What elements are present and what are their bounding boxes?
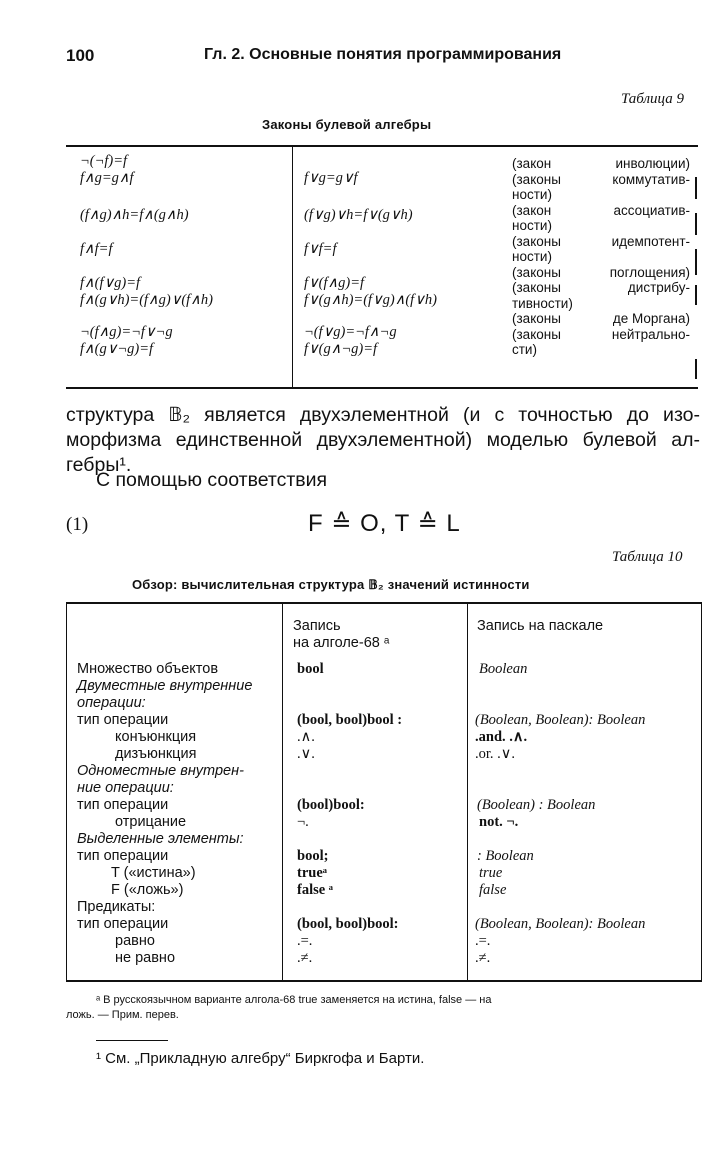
law-note-line: ности) bbox=[512, 187, 552, 202]
word: булевой bbox=[582, 429, 657, 451]
law-formula: (f∧g)∧h=f∧(g∧h) bbox=[80, 207, 189, 223]
note-word: (законы bbox=[512, 264, 561, 280]
law-formula: f∨f=f bbox=[304, 241, 337, 257]
table9 bbox=[66, 145, 698, 389]
row-label: дизъюнкция bbox=[115, 746, 197, 762]
algol-value: false ᵃ bbox=[297, 882, 334, 898]
footnote-a-line1: ᵃ В русскоязычном варианте алгола-68 true заменяется на истина, false — на bbox=[96, 994, 492, 1006]
algol-value: .=. bbox=[297, 933, 313, 949]
table9-margin-mark bbox=[695, 359, 697, 379]
section-heading: Одноместные внутрен- bbox=[77, 763, 244, 779]
word: точностью bbox=[518, 404, 613, 426]
pascal-value: : Boolean bbox=[477, 848, 534, 864]
row-label: тип операции bbox=[77, 712, 169, 728]
law-note-line: сти) bbox=[512, 342, 537, 357]
table10-column-divider bbox=[282, 604, 283, 980]
row-label: тип операции bbox=[77, 797, 169, 813]
note-word: (законы bbox=[512, 171, 561, 187]
word: двухэлементной bbox=[299, 404, 449, 426]
law-note-line bbox=[512, 172, 690, 188]
pascal-value: true bbox=[479, 865, 503, 881]
table10-title: Обзор: вычислительная структура 𝔹₂ значений истинности bbox=[132, 577, 530, 592]
note-word: (закон bbox=[512, 202, 552, 218]
law-formula: f∨(g∧h)=(f∨g)∧(f∨h) bbox=[304, 292, 437, 308]
algol-value: (bool)bool: bbox=[297, 797, 365, 813]
note-word: идемпотент- bbox=[611, 233, 690, 249]
row-label: тип операции bbox=[77, 848, 169, 864]
pascal-value: false bbox=[479, 882, 507, 898]
note-word: (законы bbox=[512, 280, 561, 295]
algol-value: (bool, bool)bool : bbox=[297, 712, 403, 728]
algol-value: bool; bbox=[297, 848, 329, 864]
word: до bbox=[626, 404, 649, 426]
law-formula: (f∨g)∨h=f∨(g∨h) bbox=[304, 207, 413, 223]
table10-caption: Таблица 10 bbox=[612, 549, 683, 565]
law-formula: f∧(g∨h)=(f∧g)∨(f∧h) bbox=[80, 292, 213, 308]
note-word: инволюции) bbox=[615, 156, 690, 171]
page-number: 100 bbox=[66, 46, 95, 65]
row-label: F («ложь») bbox=[111, 882, 184, 898]
algol-value: (bool, bool)bool: bbox=[297, 916, 399, 932]
note-word: (законы bbox=[512, 326, 561, 342]
header-algol-line2: на алголе-68 ᵃ bbox=[293, 635, 390, 651]
header-algol-line1: Запись bbox=[293, 618, 341, 634]
word: структура bbox=[66, 404, 155, 426]
section-heading: Предикаты: bbox=[77, 899, 156, 915]
word: изо- bbox=[663, 404, 700, 426]
row-label: отрицание bbox=[115, 814, 187, 830]
law-formula: ¬(f∧g)=¬f∨¬g bbox=[80, 324, 173, 340]
law-note-line bbox=[512, 327, 690, 343]
law-note-line: тивности) bbox=[512, 295, 573, 311]
pascal-value: .=. bbox=[475, 933, 491, 949]
word: двухэлементной) bbox=[316, 429, 473, 451]
row-label: равно bbox=[115, 933, 155, 949]
law-note-line bbox=[512, 265, 690, 281]
pascal-value: (Boolean, Boolean): Boolean bbox=[475, 712, 646, 728]
law-note-line bbox=[512, 234, 690, 250]
note-word: (закон bbox=[512, 156, 552, 171]
table10-column-divider bbox=[467, 604, 468, 980]
table9-margin-mark bbox=[695, 249, 697, 275]
note-word: (законы bbox=[512, 233, 561, 249]
header-pascal: Запись на паскале bbox=[477, 618, 604, 634]
table9-caption: Таблица 9 bbox=[621, 91, 684, 107]
law-note-line bbox=[512, 156, 690, 172]
table9-margin-mark bbox=[695, 285, 697, 305]
body-sentence: С помощью соответствия bbox=[96, 469, 328, 491]
note-word: де Моргана) bbox=[612, 311, 690, 326]
row-label: T («истина») bbox=[111, 865, 196, 881]
law-formula: ¬(f∨g)=¬f∧¬g bbox=[304, 324, 397, 340]
running-title: Гл. 2. Основные понятия программирования bbox=[204, 46, 562, 63]
note-word: коммутатив- bbox=[612, 171, 690, 187]
law-formula: f∨(f∧g)=f bbox=[304, 275, 365, 291]
law-note-line bbox=[512, 311, 690, 327]
footnote-a-line2: ложь. — Прим. перев. bbox=[66, 1009, 179, 1021]
pascal-value: Boolean bbox=[479, 661, 528, 677]
table9-title: Законы булевой алгебры bbox=[262, 117, 432, 132]
pascal-value: not. ¬. bbox=[479, 814, 519, 830]
law-formula: f∧g=g∧f bbox=[80, 170, 134, 186]
section-heading: Двуместные внутренние bbox=[77, 678, 253, 694]
algol-value: trueᵃ bbox=[297, 865, 327, 881]
note-word: (законы bbox=[512, 311, 561, 326]
pascal-value: (Boolean, Boolean): Boolean bbox=[475, 916, 646, 932]
algol-value: ¬. bbox=[297, 814, 309, 830]
algol-value: .∧. bbox=[297, 729, 315, 745]
footnote-rule bbox=[96, 1040, 168, 1041]
word: с bbox=[494, 404, 505, 426]
section-heading: ние операции: bbox=[77, 780, 174, 796]
word: моделью bbox=[486, 429, 569, 451]
section-heading: операции: bbox=[77, 695, 146, 711]
paragraph-line: гебры¹. bbox=[66, 454, 132, 476]
law-formula: f∧f=f bbox=[80, 241, 113, 257]
table9-margin-mark bbox=[695, 177, 697, 199]
row-label: не равно bbox=[115, 950, 176, 966]
law-formula: ¬(¬f)=f bbox=[80, 153, 128, 169]
word: единственной bbox=[175, 429, 303, 451]
equation: F ≙ O, T ≙ L bbox=[308, 510, 461, 537]
law-note-line: ности) bbox=[512, 249, 552, 264]
law-note-line bbox=[512, 203, 690, 219]
law-formula: f∧(g∨¬g)=f bbox=[80, 341, 154, 357]
row-label: тип операции bbox=[77, 916, 169, 932]
law-note-line bbox=[512, 280, 690, 296]
footnote-1: ¹ См. „Прикладную алгебру“ Биркгофа и Барти. bbox=[96, 1050, 425, 1067]
note-word: дистрибу- bbox=[627, 280, 690, 295]
law-note-line: ности) bbox=[512, 218, 552, 233]
row-label: Множество объектов bbox=[77, 661, 219, 677]
word: является bbox=[204, 404, 286, 426]
pascal-value: .and. .∧. bbox=[475, 729, 528, 745]
algol-value: .≠. bbox=[297, 950, 313, 966]
body-paragraph bbox=[66, 403, 700, 478]
law-formula: f∨g=g∨f bbox=[304, 170, 358, 186]
paragraph-line bbox=[66, 403, 700, 428]
law-note-column bbox=[512, 156, 690, 358]
law-formula: f∨(g∧¬g)=f bbox=[304, 341, 378, 357]
equation-number: (1) bbox=[66, 514, 89, 535]
word: 𝔹₂ bbox=[168, 404, 191, 426]
algol-value: bool bbox=[297, 661, 324, 677]
algol-value: .∨. bbox=[297, 746, 315, 762]
law-formula: f∧(f∨g)=f bbox=[80, 275, 141, 291]
pascal-value: (Boolean) : Boolean bbox=[477, 797, 596, 813]
paragraph-line bbox=[66, 428, 700, 453]
note-word: поглощения) bbox=[609, 264, 690, 280]
table9-margin-mark bbox=[695, 213, 697, 235]
section-heading: Выделенные элементы: bbox=[77, 831, 244, 847]
table10 bbox=[66, 602, 702, 982]
row-label: конъюнкция bbox=[115, 729, 197, 745]
pascal-value: .or. .∨. bbox=[475, 746, 516, 762]
table9-column-divider bbox=[292, 147, 293, 387]
note-word: нейтрально- bbox=[611, 326, 690, 342]
word: морфизма bbox=[66, 429, 162, 451]
pascal-value: .≠. bbox=[475, 950, 491, 966]
word: (и bbox=[462, 404, 481, 426]
note-word: ассоциатив- bbox=[613, 202, 690, 218]
word: ал- bbox=[671, 429, 700, 451]
